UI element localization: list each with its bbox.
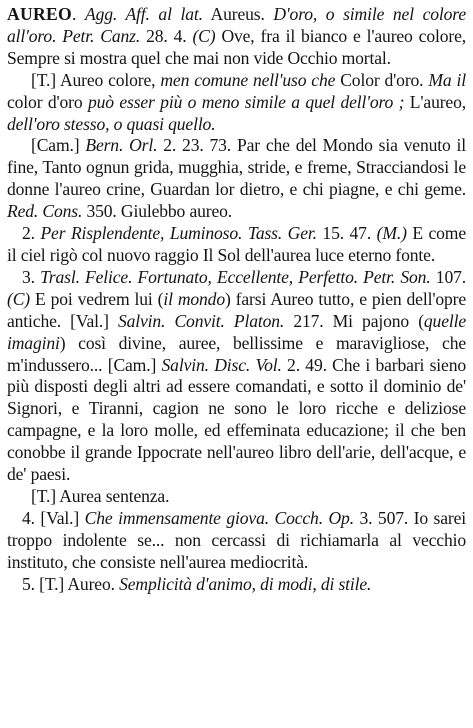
sense-4: [7, 508, 466, 574]
italic-run: Ma il: [428, 69, 466, 90]
text-run: Aureus.: [202, 4, 274, 24]
italic-run: può esser più o meno simile a quel dell'oro ;: [87, 91, 405, 112]
text-run: E poi vedrem lui (: [30, 288, 164, 309]
text-run: color d'oro: [7, 91, 88, 112]
entry-definition: [7, 4, 466, 70]
text-run: 350. Giulebbo aureo.: [82, 201, 233, 222]
sense-3: [7, 267, 466, 486]
text-run: [Cam.]: [31, 135, 86, 156]
usage-example: [7, 486, 466, 508]
text-run: 2. 49. Che i barbari sieno più disposti degli altri ad essere comandati, e sotto il dominio de' Signori, e Tiranni, cagion ne sono le loro ricche e deliziose campagne, e la loro molle, ed effeminata educazione; il che ben conobbe il grande Ippocrate nell'aureo libro dell'arie, dell'acque, e de' paesi.: [7, 354, 466, 485]
italic-run: men comune nell'uso che: [160, 69, 336, 90]
text-run: [T.] Aurea sentenza.: [31, 485, 170, 506]
italic-run: Bern. Orl.: [85, 135, 158, 156]
italic-run: Trasl. Felice. Fortunato, Eccellente, Perfetto. Petr. Son.: [40, 266, 431, 287]
italic-run: Red. Cons.: [7, 201, 83, 222]
italic-run: il mondo: [163, 288, 225, 309]
italic-run: Per Risplendente, Luminoso. Tass. Ger.: [40, 223, 317, 244]
italic-run: dell'oro stesso, o quasi quello.: [7, 113, 216, 134]
text-run: L'aureo,: [404, 91, 466, 112]
sense-5: [7, 574, 466, 596]
italic-run: Salvin. Convit. Platon.: [117, 310, 285, 331]
usage-note: [7, 70, 466, 136]
text-run: Ove, fra il bianco e l'aureo colore, Sempre si mostra quel che mai non vide Occhio mortal.: [7, 25, 466, 68]
italic-run: Semplicità d'animo, di modi, di stile.: [119, 573, 372, 594]
text-run: 3. 507. Io sarei troppo indolente se... non cercassi di richiamarla al vecchio instituto, che consiste nell'aurea mediocrità.: [7, 507, 467, 572]
text-run: 2.: [22, 223, 41, 244]
italic-run: Che immensamente giova. Cocch. Op.: [84, 507, 354, 528]
text-run: 28. 4.: [140, 25, 193, 46]
text-run: 217. Mi pajono (: [284, 310, 424, 331]
italic-run: Agg. Aff. al lat.: [84, 4, 203, 24]
text-run: [T.] Aureo colore,: [31, 69, 161, 90]
italic-run: D'oro, o simile nel colore all'oro. Petr. Canz.: [7, 4, 466, 46]
text-run: 107.: [430, 266, 466, 287]
text-run: 4. [Val.]: [22, 507, 85, 528]
text-run: 15. 47.: [316, 223, 377, 244]
text-run: ) farsi Aureo tutto, e pien dell'opre antiche. [Val.]: [7, 288, 467, 331]
italic-run: (C): [7, 288, 31, 309]
text-run: ) così divine, auree, bellissime e maravigliose, che m'indussero... [Cam.]: [7, 332, 466, 375]
text-run: .: [72, 4, 85, 24]
text-run: E come il ciel rigò col nuovo raggio Il Sol dell'aurea luce eterno fonte.: [7, 223, 466, 265]
italic-run: (C): [192, 25, 216, 46]
italic-run: Salvin. Disc. Vol.: [161, 354, 282, 375]
citation-paragraph: [7, 135, 466, 223]
sense-2: [7, 223, 466, 267]
text-run: Color d'oro.: [335, 69, 429, 90]
entry-headword: AUREO: [7, 4, 73, 24]
italic-run: quelle imagini: [7, 310, 466, 353]
text-run: 2. 23. 73. Par che del Mondo sia venuto il fine, Tanto ognun grida, mugghia, stride, e freme, Stracciandosi le donne l'aureo crine, Guardan lor dietro, e chi piagne, e chi geme.: [7, 135, 466, 200]
italic-run: (M.): [376, 223, 407, 244]
text-run: 3.: [22, 266, 41, 287]
text-run: 5. [T.] Aureo.: [22, 573, 120, 594]
